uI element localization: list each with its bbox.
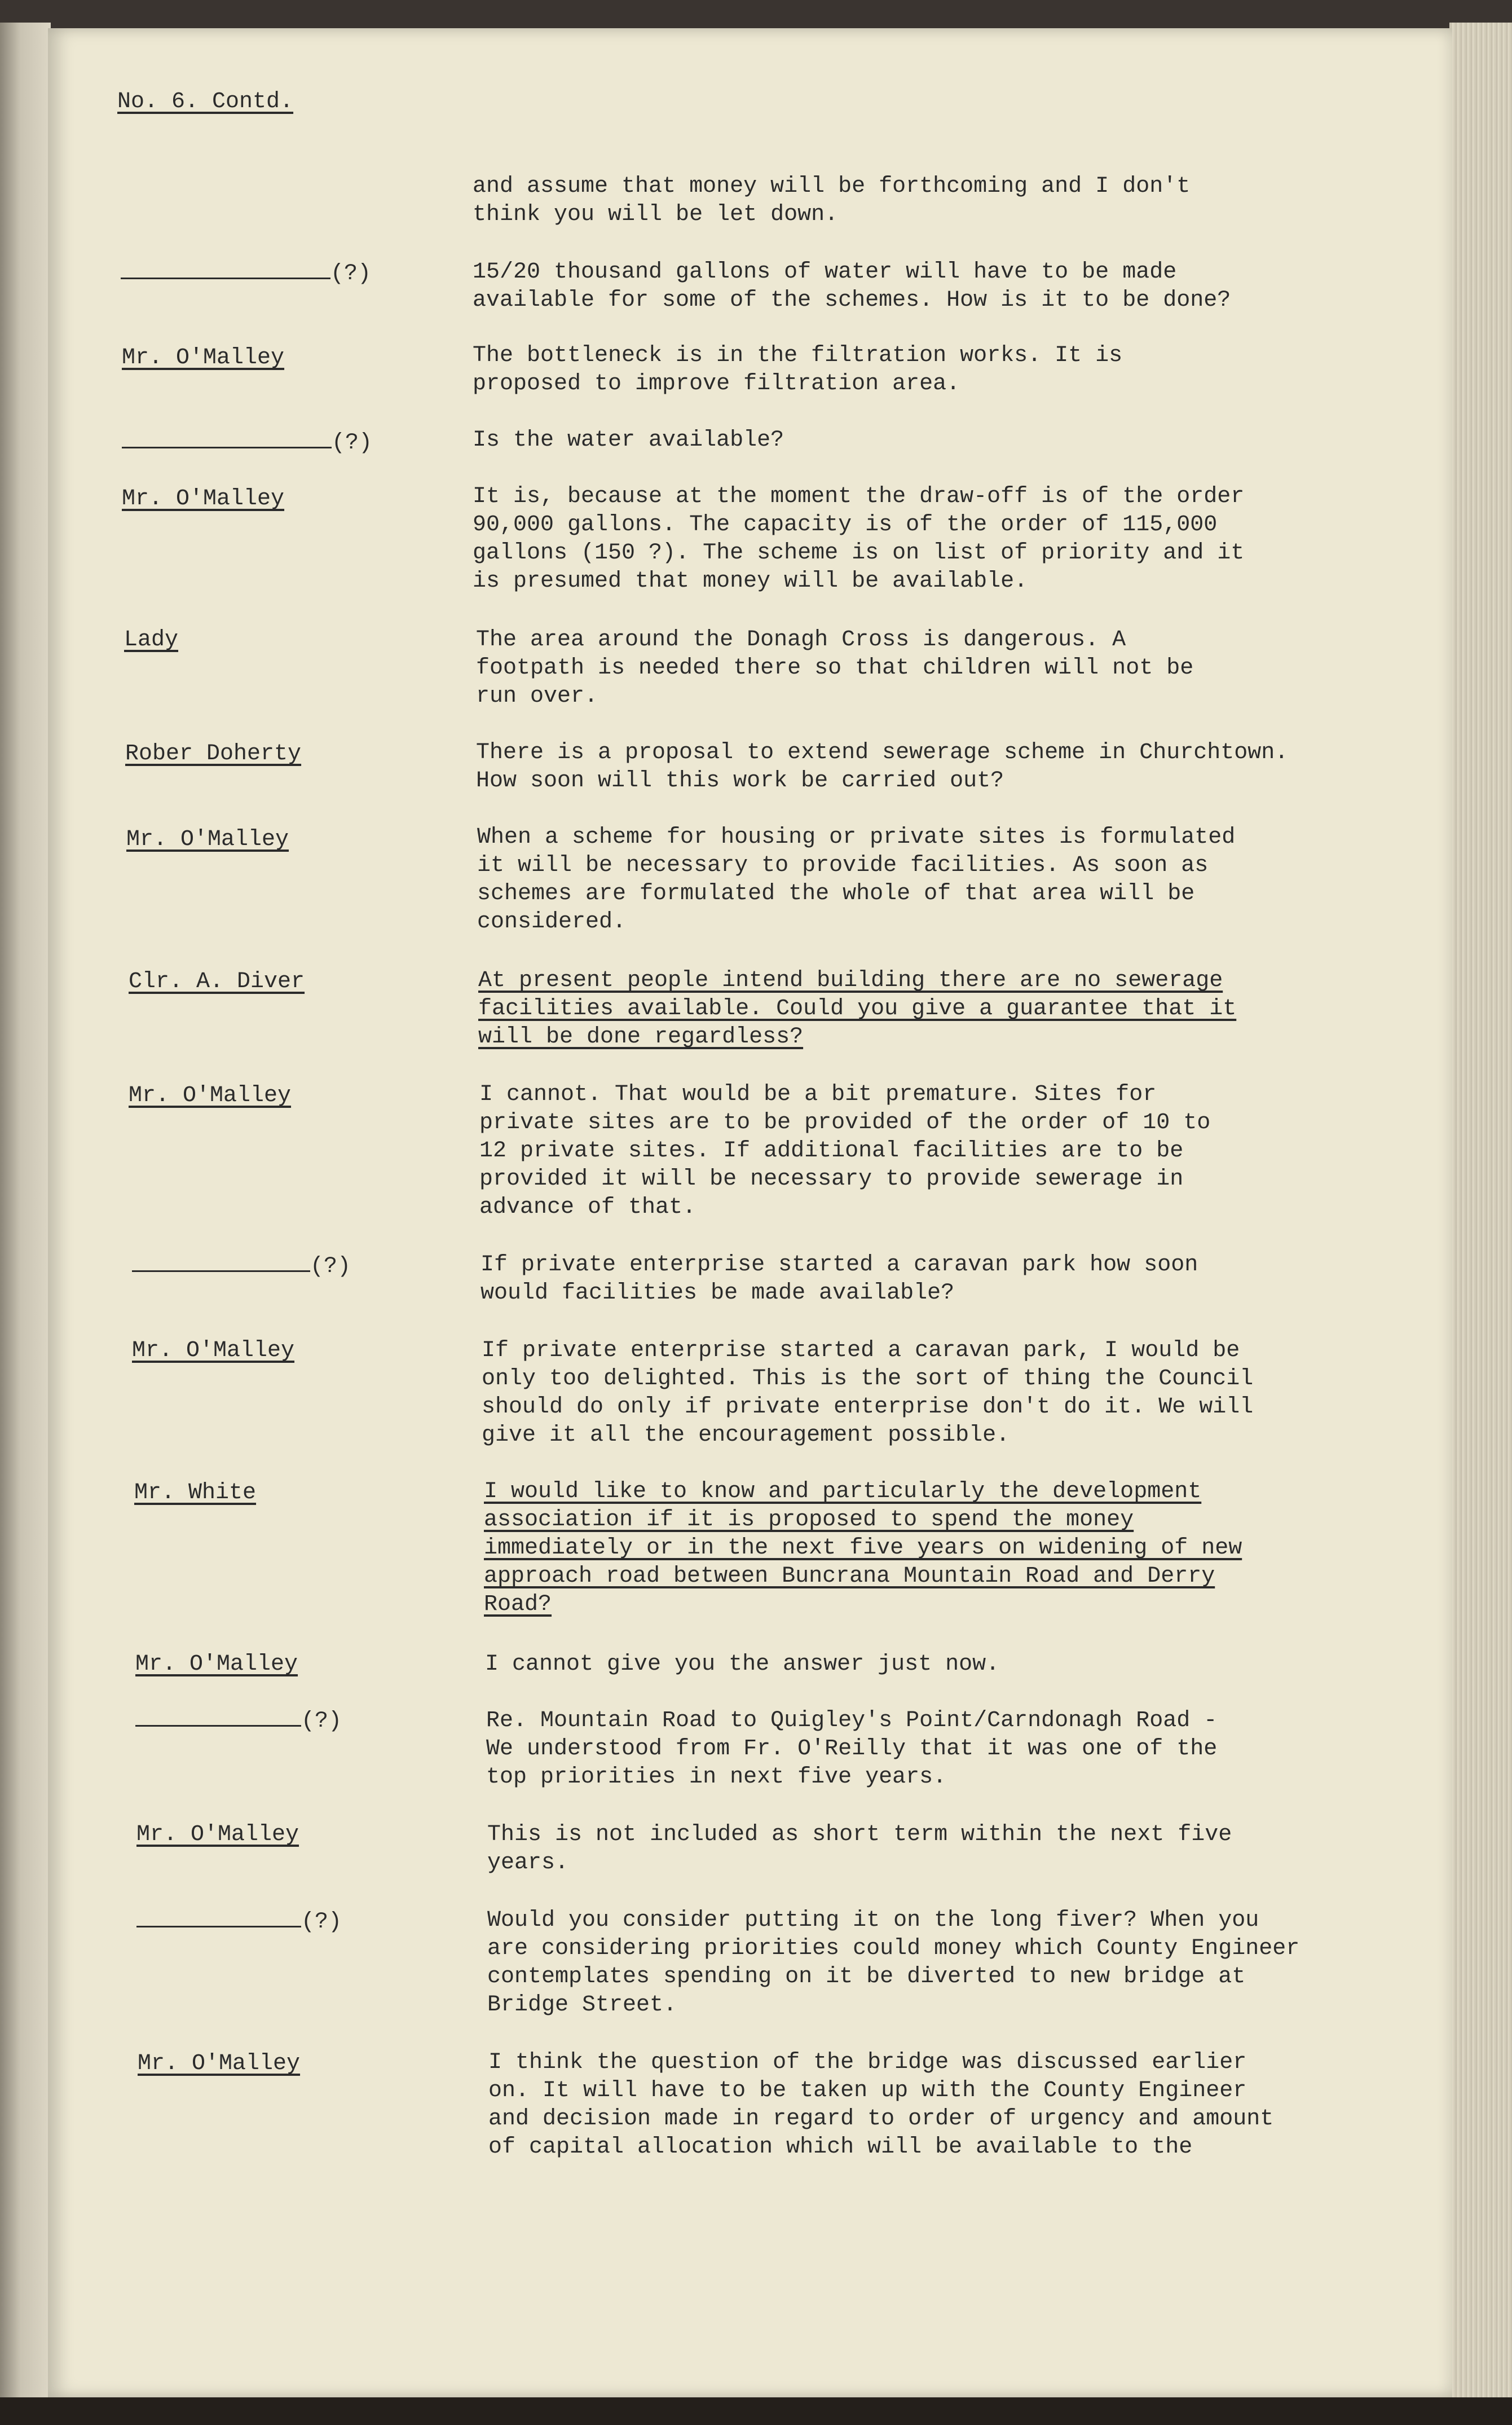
entry-text: At present people intend building there are no sewerage facilities available. Could you give a guarantee that it will be done regardless? [478, 968, 1237, 1050]
speaker-query-mark: (?) [332, 430, 373, 456]
unknown-speaker [135, 1708, 342, 1734]
speaker-name: Lady [124, 627, 179, 653]
speaker-name: Mr. O'Malley [126, 827, 289, 852]
entry-text: If private enterprise started a caravan park how soon would facilities be made available? [481, 1252, 1198, 1306]
entry-text: I would like to know and particularly the development association if it is proposed to spend the money immediately or in the next five years on widening of new approach road between Buncrana Mountain Road and Derry Road? [484, 1479, 1242, 1617]
speaker-name: Clr. A. Diver [129, 969, 305, 994]
speaker-name: Mr. O'Malley [129, 1083, 292, 1108]
speaker-name: Rober Doherty [125, 741, 302, 767]
speaker-name: Mr. O'Malley [135, 1652, 298, 1677]
book-top-edge [0, 0, 1512, 28]
speaker-blank-line [136, 1909, 301, 1927]
speaker-name: Mr. O'Malley [132, 1338, 295, 1363]
entry-text: If private enterprise started a caravan park, I would be only too delighted. This is the sort of thing the Council should do only if private enterprise don't do it. We will give it all the encouragement possible. [482, 1338, 1254, 1448]
entry-text: I cannot give you the answer just now. [485, 1652, 1000, 1677]
entry-text: I cannot. That would be a bit premature. Sites for private sites are to be provided of the order of 10 to 12 private sites. If additional facilities are to be provided it will be necessary to provide sewerage in advance of that. [479, 1082, 1211, 1220]
speaker-name: Mr. O'Malley [138, 2051, 301, 2076]
entry-text: This is not included as short term within the next five years. [487, 1822, 1232, 1876]
speaker-name: Mr. O'Malley [122, 486, 285, 512]
speaker-blank-line [132, 1253, 310, 1272]
speaker-blank-line [135, 1708, 301, 1727]
speaker-query-mark: (?) [301, 1709, 342, 1734]
entry-text: I think the question of the bridge was discussed earlier on. It will have to be taken up with the County Engineer and decision made in regard to order of urgency and amount of capital allocation which will be available to the [488, 2050, 1274, 2160]
entry-text: It is, because at the moment the draw-off is of the order 90,000 gallons. The capacity is of the order of 115,000 gallons (150 ?). The scheme is on list of priority and it is presumed that money will be available. [473, 484, 1245, 594]
entry-text: Re. Mountain Road to Quigley's Point/Carndonagh Road - We understood from Fr. O'Reilly that it was one of the top priorities in next five years. [486, 1708, 1218, 1790]
facing-page-edge [0, 23, 51, 2403]
page-header: No. 6. Contd. [117, 89, 294, 115]
entry-text: Is the water available? [473, 428, 784, 453]
entry-text: There is a proposal to extend sewerage scheme in Churchtown. How soon will this work be carried out? [476, 740, 1289, 794]
speaker-name: Mr. White [134, 1480, 257, 1506]
speaker-blank-line [122, 430, 332, 448]
unknown-speaker [132, 1253, 351, 1279]
speaker-query-mark: (?) [330, 261, 372, 287]
book-bottom-edge [0, 2397, 1512, 2425]
speaker-name: Mr. O'Malley [122, 345, 285, 371]
entry-text: 15/20 thousand gallons of water will have to be made available for some of the schemes. How is it to be done? [473, 259, 1231, 313]
speaker-query-mark: (?) [301, 1909, 342, 1935]
speaker-query-mark: (?) [310, 1254, 351, 1279]
speaker-name: Mr. O'Malley [136, 1822, 299, 1847]
entry-text: When a scheme for housing or private sites is formulated it will be necessary to provide facilities. As soon as schemes are formulated the whole of that area will be considered. [477, 825, 1236, 935]
entry-text: The area around the Donagh Cross is dangerous. A footpath is needed there so that children will not be run over. [476, 627, 1194, 709]
speaker-blank-line [121, 261, 330, 279]
page-stack-edges [1449, 23, 1512, 2409]
entry-text: The bottleneck is in the filtration works. It is proposed to improve filtration area. [473, 343, 1123, 397]
unknown-speaker [121, 261, 371, 287]
entry-text: and assume that money will be forthcoming and I don't think you will be let down. [473, 174, 1191, 227]
entry-text: Would you consider putting it on the long fiver? When you are considering priorities could money which County Engineer contemplates spending on it be diverted to new bridge at Bridge Street. [487, 1908, 1300, 2018]
unknown-speaker [136, 1909, 342, 1935]
unknown-speaker [122, 430, 372, 456]
